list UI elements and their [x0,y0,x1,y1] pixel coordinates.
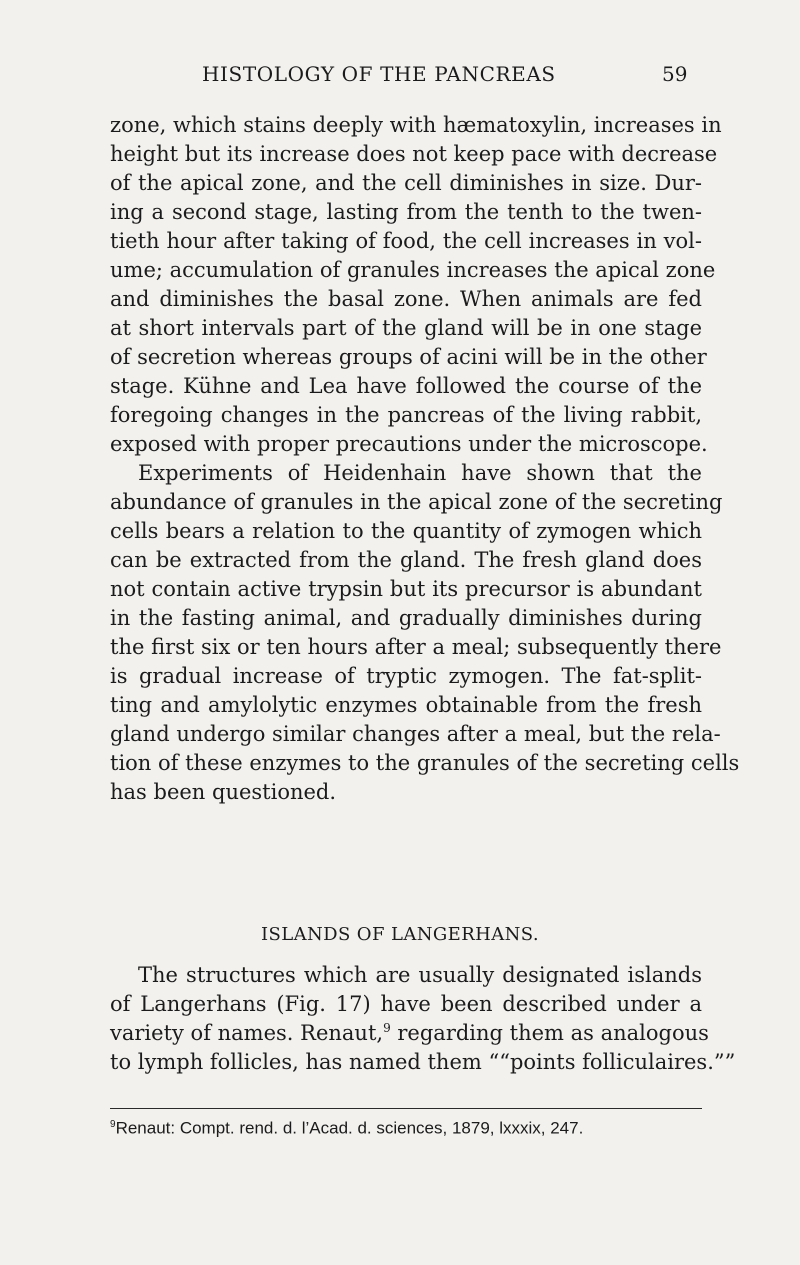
footnote-marker: 9 [110,1119,116,1130]
text-segment: variety of names. Renaut, [110,1021,384,1045]
text-line: to lymph follicles, has named them ““points folliculaires.”” [110,1050,736,1074]
text-line: the first six or ten hours after a meal; subsequently there [110,635,722,659]
text-line: ing a second stage, lasting from the tenth to the twen- [110,200,702,224]
text-line: can be extracted from the gland. The fresh gland does [110,548,702,572]
footnote [110,1114,702,1140]
text-line: tion of these enzymes to the granules of the secreting cells [110,751,740,775]
text-line: exposed with proper precautions under the microscope. [110,432,708,456]
text-line: has been questioned. [110,780,337,804]
text-line: of secretion whereas groups of acini will be in the other [110,345,707,369]
footnote-reference: 9 [383,1021,391,1035]
text-line: Experiments of Heidenhain have shown that the [138,461,702,485]
footnote-text: Renaut: Compt. rend. d. l’Acad. d. sciences, 1879, lxxxix, 247. [115,1118,584,1138]
text-line: cells bears a relation to the quantity of zymogen which [110,519,702,543]
text-line: The structures which are usually designated islands [138,963,702,987]
footnote-divider [110,1108,702,1109]
page-number: 59 [662,62,688,86]
text-segment: regarding them as analogous [390,1021,709,1045]
text-line: at short intervals part of the gland will be in one stage [110,316,702,340]
text-line: and diminishes the basal zone. When animals are fed [110,287,702,311]
running-head [0,62,800,90]
text-line: ting and amylolytic enzymes obtainable from the fresh [110,693,702,717]
text-line: height but its increase does not keep pace with decrease [110,142,718,166]
text-line: of the apical zone, and the cell diminishes in size. Dur- [110,171,702,195]
text-line: of Langerhans (Fig. 17) have been described under a [110,992,702,1016]
text-line: abundance of granules in the apical zone of the secreting [110,490,723,514]
text-line: foregoing changes in the pancreas of the living rabbit, [110,403,702,427]
text-line: zone, which stains deeply with hæmatoxylin, increases in [110,113,722,137]
text-line: stage. Kühne and Lea have followed the course of the [110,374,702,398]
text-line: is gradual increase of tryptic zymogen. The fat-split- [110,664,702,688]
section-heading: ISLANDS OF LANGERHANS. [260,924,540,945]
text-line: tieth hour after taking of food, the cell increases in vol- [110,229,702,253]
text-line: in the fasting animal, and gradually diminishes during [110,606,702,630]
text-line: gland undergo similar changes after a meal, but the rela- [110,722,721,746]
text-line: ume; accumulation of granules increases the apical zone [110,258,716,282]
text-line: not contain active trypsin but its precursor is abundant [110,577,702,601]
text-line [110,1019,709,1047]
running-title: HISTOLOGY OF THE PANCREAS [202,62,556,86]
